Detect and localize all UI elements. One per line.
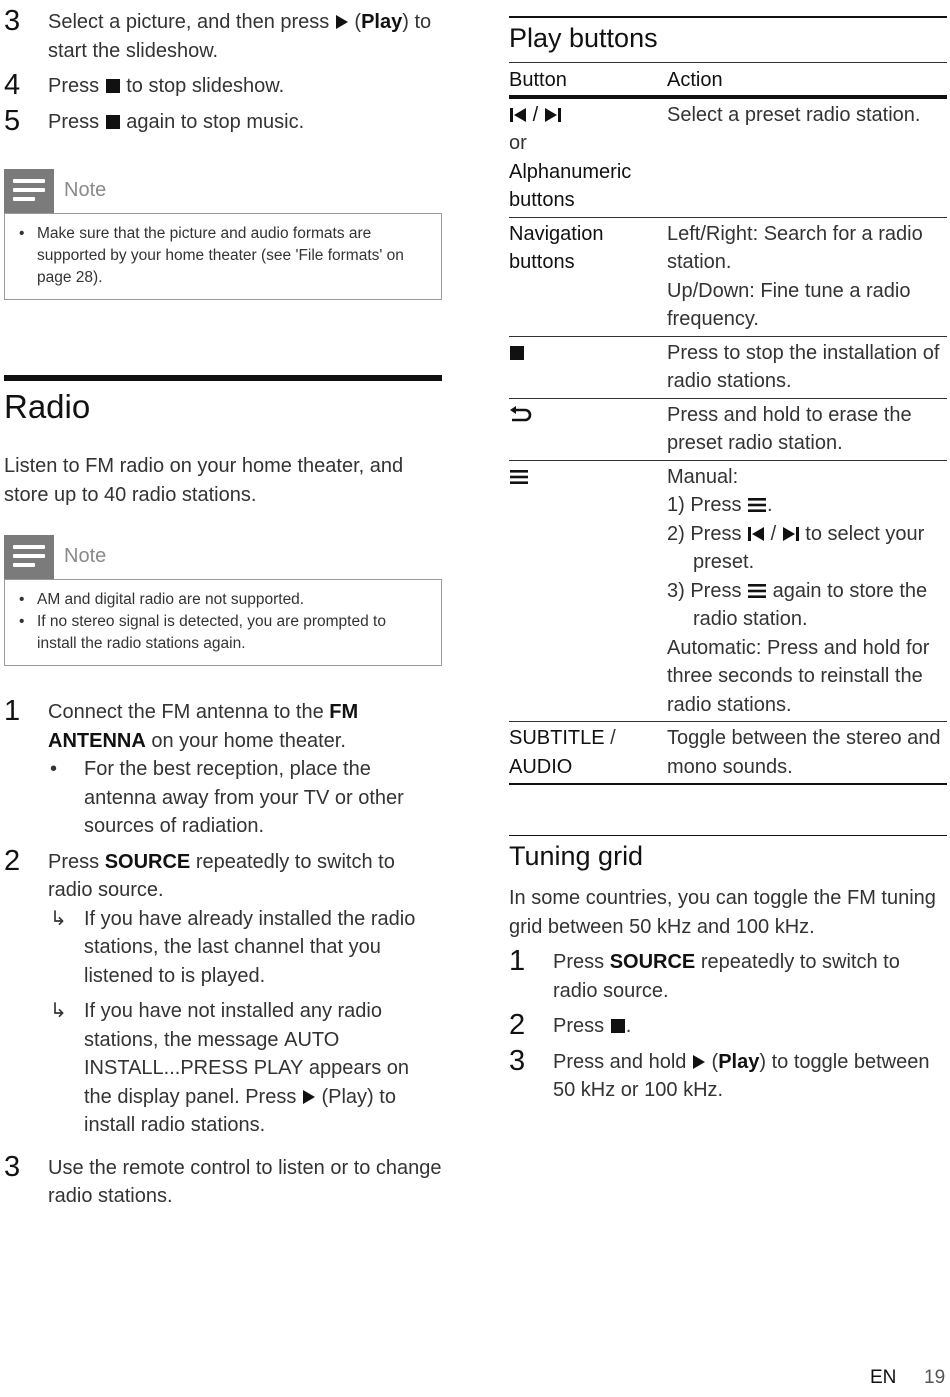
play-icon [335, 14, 349, 30]
section-title-tuning-grid: Tuning grid [509, 841, 644, 871]
source-label: SOURCE [609, 951, 696, 973]
paren-open: ( [321, 1085, 329, 1108]
bullet-mark: • [50, 758, 58, 780]
separator: / [532, 103, 539, 126]
automatic-text: Automatic: Press and hold for three seconds to reinstall the radio stations. [667, 636, 930, 716]
step-text-end: on your home theater. [151, 729, 346, 752]
action-cell: Toggle between the stereo and mono sounds. [667, 722, 947, 785]
note-label: Note [64, 179, 107, 201]
stop-icon [105, 78, 121, 94]
table-row [509, 722, 947, 785]
step-number: 5 [4, 104, 21, 137]
note-item: • AM and digital radio are not supported. [19, 589, 427, 611]
paren-open: ( [354, 11, 362, 33]
step-number: 2 [4, 844, 21, 877]
step-text-end: again to stop music. [126, 110, 305, 133]
step-number: 1 [509, 945, 526, 977]
play-label: Play [361, 11, 403, 33]
step-text: Press and hold [553, 1050, 687, 1073]
step-text-end: . [767, 494, 773, 516]
button-cell [509, 398, 667, 460]
table-row [509, 97, 947, 218]
radio-step-1-bullet [48, 755, 442, 841]
step-text: Connect the FM antenna to the [48, 701, 324, 723]
action-line: Left/Right: Search for a radio station. [667, 222, 923, 273]
separator: / [770, 522, 777, 545]
result-text: If you have not installed any radio stations, the message [84, 1000, 382, 1051]
stop-icon [105, 114, 121, 130]
radio-step-2-result-1 [48, 905, 442, 991]
menu-icon [509, 469, 529, 485]
note-icon [4, 535, 54, 579]
step-4-stop-slideshow [4, 69, 442, 101]
step-text-end: to select your preset. [693, 522, 925, 573]
step-text-end: again to store the radio station. [693, 579, 928, 630]
subtitle-label: SUBTITLE [509, 727, 605, 749]
section-rule [4, 375, 442, 381]
step-number: 3 [509, 1044, 526, 1077]
button-cell [509, 336, 667, 398]
action-line: Up/Down: Fine tune a radio frequency. [667, 279, 911, 330]
section-rule [509, 835, 947, 836]
manual-step-3 [667, 577, 947, 634]
separator: / [604, 727, 616, 749]
col-header-action: Action [667, 63, 947, 97]
left-column [4, 0, 442, 1211]
action-cell [667, 460, 947, 722]
section-title-radio: Radio [4, 388, 91, 425]
play-icon [302, 1089, 316, 1105]
tuning-step-1 [509, 945, 947, 1005]
button-cell [509, 97, 667, 218]
step-text: Select a picture, and then press [48, 11, 330, 33]
play-buttons-table [509, 63, 947, 785]
step-text-end: ) to start the slideshow. [48, 11, 432, 62]
paren-open: ( [711, 1050, 719, 1073]
note-label: Note [64, 545, 107, 567]
step-number: 2 [509, 1009, 526, 1041]
step-text: 1) Press [667, 494, 742, 516]
step-text-end: repeatedly to switch to radio source. [48, 850, 395, 901]
step-text: Press [48, 850, 100, 873]
section-title-play-buttons: Play buttons [509, 23, 658, 53]
audio-label: AUDIO [509, 755, 573, 778]
note-box [4, 579, 442, 666]
tuning-step-2 [509, 1009, 947, 1041]
fm-antenna-label: FM ANTENNA [48, 701, 359, 752]
next-icon [782, 526, 800, 542]
play-label: Play [328, 1085, 368, 1108]
step-text-end: . [625, 1015, 632, 1037]
play-label: Play [718, 1050, 760, 1073]
table-header-row [509, 63, 947, 97]
action-cell [667, 217, 947, 336]
result-text: If you have already installed the radio stations, the last channel that you listened to is played. [84, 907, 416, 987]
tuning-intro: In some countries, you can toggle the FM tuning grid between 50 kHz and 100 kHz. [509, 887, 936, 938]
source-label: SOURCE [104, 850, 191, 873]
radio-step-2-result-2 [48, 997, 442, 1140]
note-header [4, 535, 442, 579]
result-text-mid: appears on the display panel. Press [84, 1057, 409, 1108]
step-5-stop-music [4, 104, 442, 137]
section-rule [509, 16, 947, 18]
step-text: 3) Press [667, 579, 742, 602]
bullet-text: For the best reception, place the antenna away from your TV or other sources of radiation. [84, 758, 404, 837]
radio-intro: Listen to FM radio on your home theater, and store up to 40 radio stations. [4, 455, 404, 506]
step-number: 3 [4, 1150, 21, 1183]
radio-step-1 [4, 695, 442, 755]
button-cell: Navigation buttons [509, 217, 667, 336]
table-row [509, 217, 947, 336]
previous-icon [509, 107, 527, 123]
tuning-step-3 [509, 1044, 947, 1105]
step-3-slideshow [4, 5, 442, 65]
note-block-formats [4, 169, 442, 300]
radio-step-3 [4, 1150, 442, 1211]
previous-icon [747, 526, 765, 542]
button-cell [509, 722, 667, 785]
step-text: Use the remote control to listen or to change radio stations. [48, 1156, 442, 1207]
result-text-end: ) to install radio stations. [84, 1085, 396, 1136]
play-icon [692, 1054, 706, 1070]
step-text: Press [553, 951, 605, 973]
alphanumeric-buttons-label: Alphanumeric buttons [509, 160, 632, 211]
step-text-end: repeatedly to switch to radio source. [553, 951, 900, 1002]
manual-step-2 [667, 520, 947, 577]
auto-install-message: AUTO INSTALL...PRESS PLAY [84, 1028, 340, 1079]
footer-page-number: 19 [924, 1367, 946, 1388]
note-item: • If no stereo signal is detected, you are prompted to install the radio stations again. [19, 611, 427, 655]
stop-icon [509, 345, 525, 361]
next-icon [544, 107, 562, 123]
step-text-end: ) to toggle between 50 kHz or 100 kHz. [553, 1050, 930, 1101]
note-item: • Make sure that the picture and audio formats are supported by your home theater (see 'File formats' on page 28). [19, 223, 427, 289]
radio-step-2 [4, 844, 442, 905]
menu-icon [747, 583, 767, 599]
step-text: 2) Press [667, 522, 742, 545]
table-row [509, 460, 947, 722]
or-text: or [509, 132, 527, 154]
step-number: 3 [4, 5, 21, 37]
step-text: Press [48, 75, 100, 97]
footer-language: EN [870, 1367, 897, 1388]
step-number: 4 [4, 69, 21, 101]
table-row [509, 336, 947, 398]
table-row [509, 398, 947, 460]
step-text: Press [48, 110, 100, 133]
action-cell: Press and hold to erase the preset radio station. [667, 398, 947, 460]
back-icon [509, 405, 533, 423]
action-cell: Press to stop the installation of radio stations. [667, 336, 947, 398]
step-text-end: to stop slideshow. [126, 75, 285, 97]
right-column [509, 16, 947, 1105]
result-arrow-icon: ↳ [50, 907, 67, 930]
step-text: Press [553, 1015, 605, 1037]
manual-label: Manual: [667, 465, 739, 488]
manual-step-1 [667, 491, 947, 520]
step-number: 1 [4, 695, 21, 727]
result-arrow-icon: ↳ [50, 1000, 67, 1022]
note-icon [4, 169, 54, 213]
note-header [4, 169, 442, 213]
menu-icon [747, 497, 767, 513]
button-cell [509, 460, 667, 722]
col-header-button: Button [509, 63, 667, 97]
action-cell: Select a preset radio station. [667, 97, 947, 218]
stop-icon [610, 1018, 626, 1034]
note-box [4, 213, 442, 300]
note-block-radio [4, 535, 442, 666]
